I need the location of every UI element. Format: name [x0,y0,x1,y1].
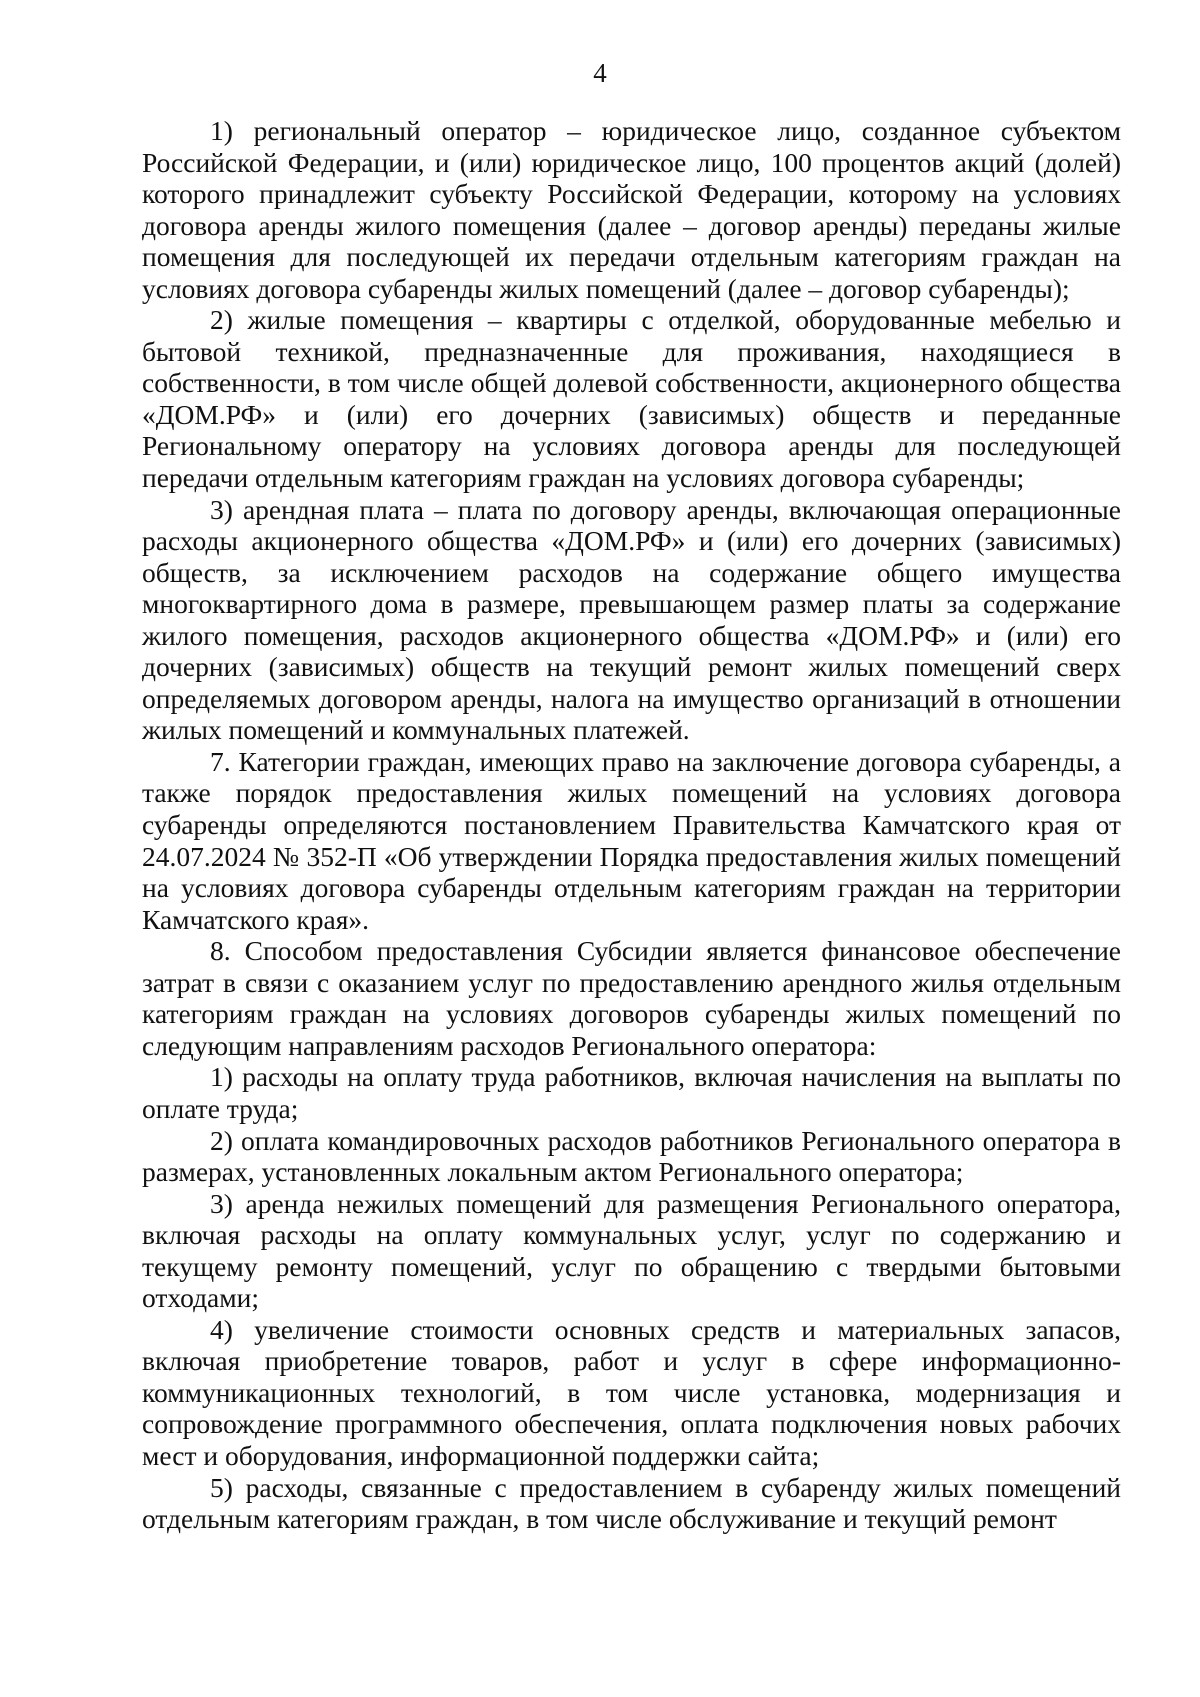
definition-residential-premises: 2) жилые помещения – квартиры с отделкой, оборудованные мебелью и бытовой техникой, предназначенные для проживания, находящиеся в собственности, в том числе общей долевой собственности, акционерного общества «ДОМ.РФ» и (или) его дочерних (зависимых) обществ и переданные Региональному оператору на условиях договора аренды для последующей передачи отдельным категориям граждан на условиях договора субаренды; [142,304,1121,494]
expense-item-3-office-rent: 3) аренда нежилых помещений для размещения Регионального оператора, включая расходы на оплату коммунальных услуг, услуг по содержанию и текущему ремонту помещений, услуг по обращению с твердыми бытовыми отходами; [142,1187,1121,1314]
expense-item-2-travel: 2) оплата командировочных расходов работников Регионального оператора в размерах, установленных локальным актом Регионального оператора; [142,1124,1121,1188]
clause-7-citizen-categories: 7. Категории граждан, имеющих право на заключение договора субаренды, а также порядок предоставления жилых помещений на условиях договора субаренды определяются постановлением Правительства Камчатского края от 24.07.2024 № 352-П «Об утверждении Порядка предоставления жилых помещений на условиях договора субаренды отдельным категориям граждан на территории Камчатского края». [142,745,1121,935]
expense-item-5-sublease: 5) расходы, связанные с предоставлением в субаренду жилых помещений отдельным категориям граждан, в том числе обслуживание и текущий ремонт [142,1471,1121,1535]
clause-8-subsidy-method: 8. Способом предоставления Субсидии является финансовое обеспечение затрат в связи с оказанием услуг по предоставлению арендного жилья отдельным категориям граждан на условиях договоров субаренды жилых помещений по следующим направлениям расходов Регионального оператора: [142,935,1121,1061]
definition-rent-payment: 3) арендная плата – плата по договору аренды, включающая операционные расходы акционерного общества «ДОМ.РФ» и (или) его дочерних (зависимых) обществ, за исключением расходов на содержание общего имущества многоквартирного дома в размере, превышающем размер платы за содержание жилого помещения, расходов акционерного общества «ДОМ.РФ» и (или) его дочерних (зависимых) обществ на текущий ремонт жилых помещений сверх определяемых договором аренды, налога на имущество организаций в отношении жилых помещений и коммунальных платежей. [142,493,1121,746]
expense-item-1-labor: 1) расходы на оплату труда работников, включая начисления на выплаты по оплате труда; [142,1061,1121,1124]
document-body [142,115,1121,1535]
page-number: 4 [593,58,607,88]
definition-regional-operator: 1) региональный оператор – юридическое лицо, созданное субъектом Российской Федерации, и (или) юридическое лицо, 100 процентов акций (долей) которого принадлежит субъекту Российской Федерации, которому на условиях договора аренды жилого помещения (далее – договор аренды) переданы жилые помещения для последующей их передачи отдельным категориям граждан на условиях договора субаренды жилых помещений (далее – договор субаренды); [142,115,1121,304]
expense-item-4-fixed-assets: 4) увеличение стоимости основных средств и материальных запасов, включая приобретение товаров, работ и услуг в сфере информационно-коммуникационных технологий, в том числе установка, модернизация и сопровождение программного обеспечения, оплата подключения новых рабочих мест и оборудования, информационной поддержки сайта; [142,1313,1121,1471]
